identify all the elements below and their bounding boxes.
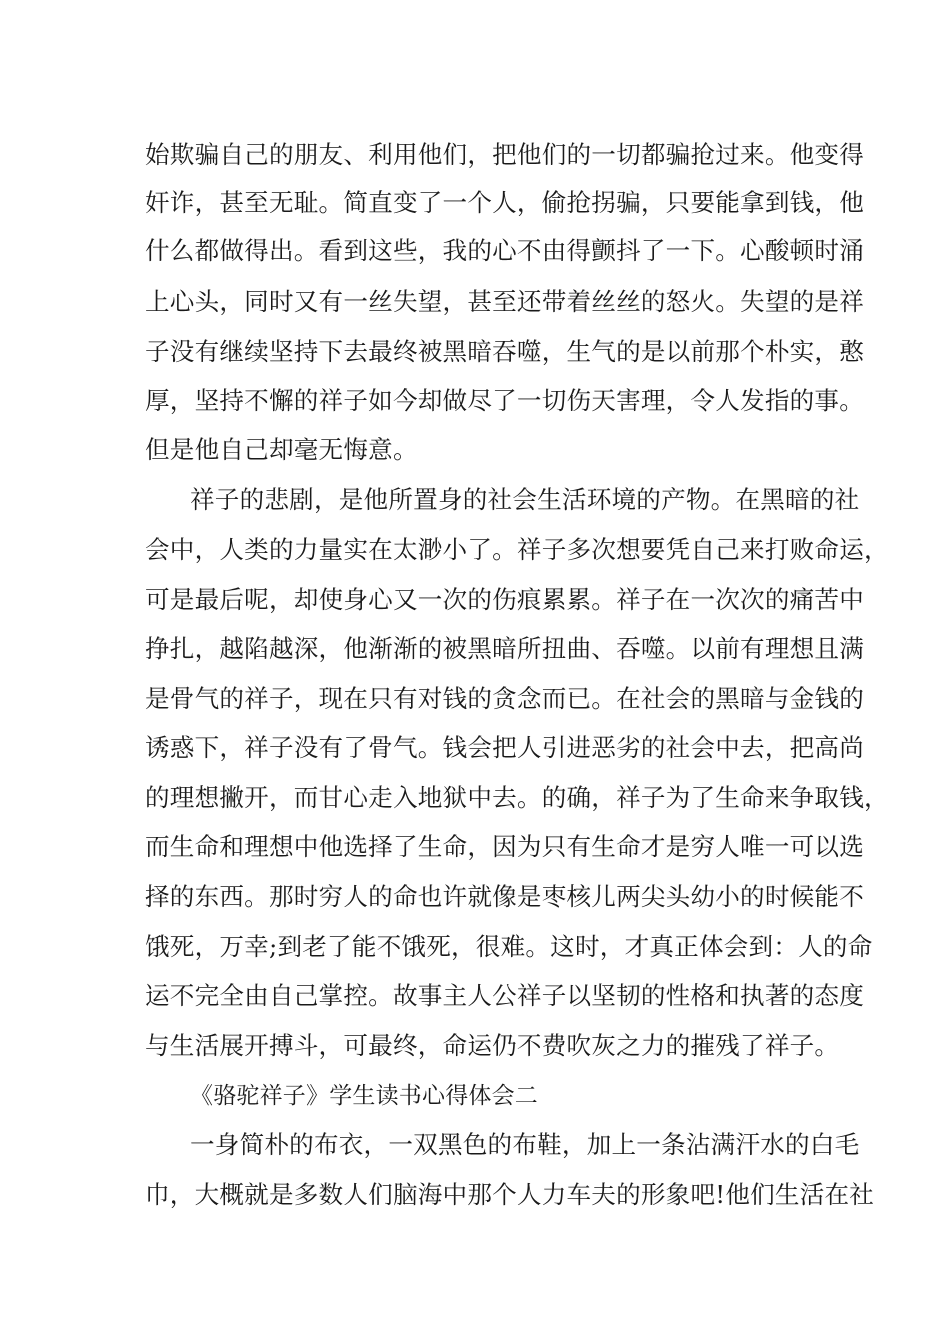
paragraph-line: 会中，人类的力量实在太渺小了。祥子多次想要凭自己来打败命运， (145, 535, 889, 564)
paragraph-line: 子没有继续坚持下去最终被黑暗吞噬，生气的是以前那个朴实，憨 (145, 337, 865, 366)
paragraph-line: 运不完全由自己掌控。故事主人公祥子以坚韧的性格和执著的态度 (145, 981, 865, 1010)
paragraph-line: 巾，大概就是多数人们脑海中那个人力车夫的形象吧!他们生活在社 (145, 1180, 875, 1209)
paragraph-line: 的理想撇开，而甘心走入地狱中去。的确，祥子为了生命来争取钱， (145, 783, 889, 812)
section-heading: 《骆驼祥子》学生读书心得体会二 (190, 1083, 538, 1109)
paragraph-line: 诱惑下，祥子没有了骨气。钱会把人引进恶劣的社会中去，把高尚 (145, 733, 865, 762)
paragraph-line: 奸诈，甚至无耻。简直变了一个人，偷抢拐骗，只要能拿到钱，他 (145, 188, 865, 217)
paragraph-line: 是骨气的祥子，现在只有对钱的贪念而已。在社会的黑暗与金钱的 (145, 684, 865, 713)
paragraph-line: 厚，坚持不懈的祥子如今却做尽了一切伤天害理，令人发指的事。 (145, 386, 865, 415)
paragraph-line: 与生活展开搏斗，可最终，命运仍不费吹灰之力的摧残了祥子。 (145, 1031, 840, 1060)
paragraph-line: 但是他自己却毫无悔意。 (145, 435, 418, 464)
paragraph-line: 始欺骗自己的朋友、利用他们，把他们的一切都骗抢过来。他变得 (145, 140, 865, 169)
paragraph-line: 上心头，同时又有一丝失望，甚至还带着丝丝的怒火。失望的是祥 (145, 287, 865, 316)
paragraph-line: 挣扎，越陷越深，他渐渐的被黑暗所扭曲、吞噬。以前有理想且满 (145, 634, 865, 663)
paragraph-line: 而生命和理想中他选择了生命，因为只有生命才是穷人唯一可以选 (145, 832, 865, 861)
paragraph-line: 一身简朴的布衣，一双黑色的布鞋，加上一条沾满汗水的白毛 (190, 1130, 860, 1159)
paragraph-line: 择的东西。那时穷人的命也许就像是枣核儿两尖头幼小的时候能不 (145, 882, 865, 911)
paragraph-line: 什么都做得出。看到这些，我的心不由得颤抖了一下。心酸顿时涌 (145, 236, 865, 265)
paragraph-line: 可是最后呢，却使身心又一次的伤痕累累。祥子在一次次的痛苦中 (145, 585, 865, 614)
paragraph-line: 饿死，万幸;到老了能不饿死，很难。这时，才真正体会到：人的命 (145, 932, 873, 961)
paragraph-line: 祥子的悲剧，是他所置身的社会生活环境的产物。在黑暗的社 (190, 485, 860, 514)
